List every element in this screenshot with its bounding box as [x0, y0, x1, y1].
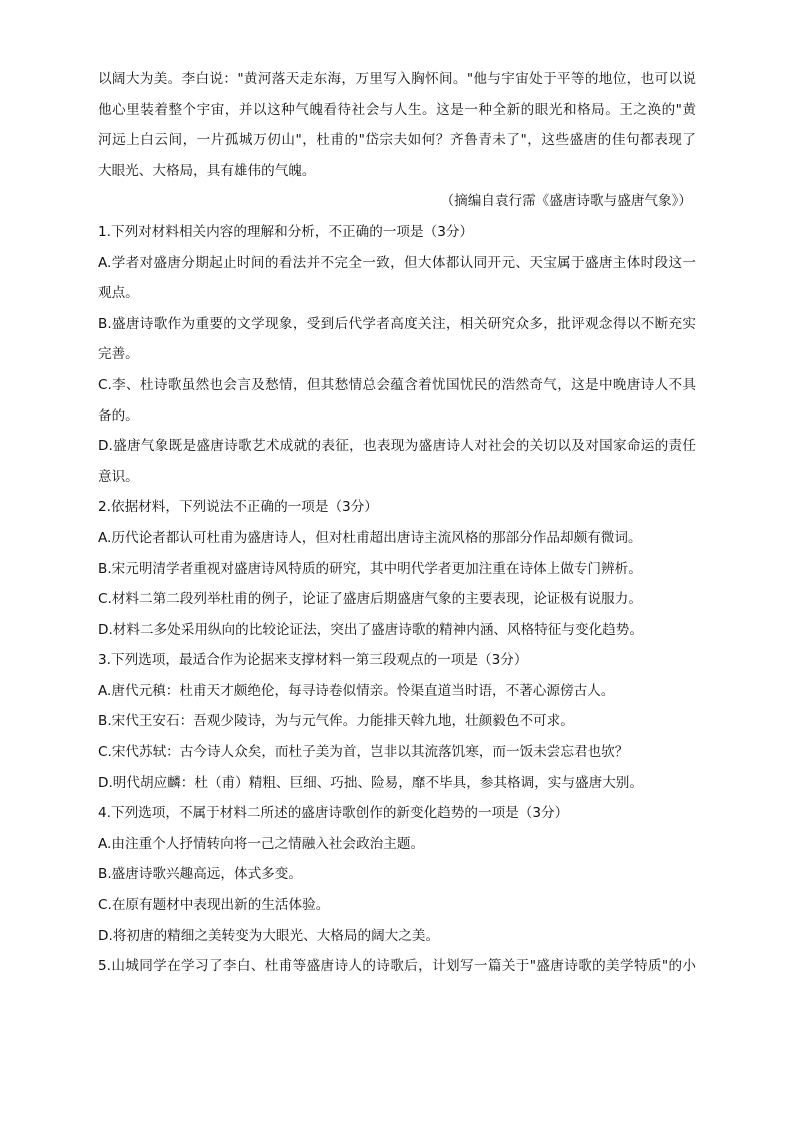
question-1-option-c-cont: 备的。	[98, 407, 139, 424]
text-line: 大眼光、大格局，具有雄伟的气魄。	[98, 162, 316, 179]
question-1-option-a: A.学者对盛唐分期起止时间的看法并不完全一致，但大体都认同开元、天宝属于盛唐主体时段这一	[98, 254, 696, 271]
question-3-option-d: D.明代胡应麟：杜（甫）精粗、巨细、巧拙、险易，靡不毕具，参其格调，实与盛唐大别。	[98, 774, 643, 791]
question-1-stem: 1.下列对材料相关内容的理解和分析，不正确的一项是（3分）	[98, 223, 474, 240]
question-4-option-d: D.将初唐的精细之美转变为大眼光、大格局的阔大之美。	[98, 927, 440, 944]
question-3-option-b: B.宋代王安石：吾观少陵诗，为与元气侔。力能排天斡九地，壮颜毅色不可求。	[98, 713, 574, 730]
question-1-option-c: C.李、杜诗歌虽然也会言及愁情，但其愁情总会蕴含着忧国忧民的浩然奇气，这是中晚唐诗人不具	[98, 376, 696, 393]
text-line: 以阔大为美。李白说："黄河落天走东海，万里写入胸怀间。"他与宇宙处于平等的地位，也可以说	[98, 71, 696, 87]
question-2-option-c: C.材料二第二段列举杜甫的例子，论证了盛唐后期盛唐气象的主要表现，论证极有说服力。	[98, 591, 642, 608]
question-4-option-c: C.在原有题材中表现出新的生活体验。	[98, 897, 330, 914]
question-1-option-d-cont: 意识。	[98, 468, 139, 485]
question-4-option-b: B.盛唐诗歌兴趣高远，体式多变。	[98, 866, 302, 883]
question-3-option-c: C.宋代苏轼：古今诗人众矣，而杜子美为首，岂非以其流落饥寒，而一饭未尝忘君也欤？	[98, 744, 629, 761]
document-page	[98, 64, 696, 982]
source-citation: （摘编自袁行霈《盛唐诗歌与盛唐气象》）	[440, 193, 692, 210]
question-2-option-a: A.历代论者都认可杜甫为盛唐诗人，但对杜甫超出唐诗主流风格的那部分作品却颇有微词。	[98, 529, 642, 546]
question-3-option-a: A.唐代元稹：杜甫天才颇绝伦，每寻诗卷似情亲。怜渠直道当时语，不著心源傍古人。	[98, 682, 615, 699]
question-1-option-b-cont: 完善。	[98, 346, 139, 363]
question-2-option-d: D.材料二多处采用纵向的比较论证法，突出了盛唐诗歌的精神内涵、风格特征与变化趋势。	[98, 621, 643, 638]
question-1-option-a-cont: 观点。	[98, 285, 139, 302]
question-1-option-d: D.盛唐气象既是盛唐诗歌艺术成就的表征，也表现为盛唐诗人对社会的关切以及对国家命运的责任	[98, 438, 696, 455]
question-4-option-a: A.由注重个人抒情转向将一己之情融入社会政治主题。	[98, 835, 425, 852]
question-5-stem: 5.山城同学在学习了李白、杜甫等盛唐诗人的诗歌后，计划写一篇关于"盛唐诗歌的美学特质"的小	[98, 958, 696, 975]
question-1-option-b: B.盛唐诗歌作为重要的文学现象，受到后代学者高度关注，相关研究众多，批评观念得以不断充实	[98, 315, 696, 332]
question-2-stem: 2.依据材料，下列说法不正确的一项是（3分）	[98, 499, 378, 516]
text-line: 河远上白云间，一片孤城万仞山"，杜甫的"岱宗夫如何？齐鲁青未了"，这些盛唐的佳句都表现了	[98, 132, 696, 149]
question-3-stem: 3.下列选项，最适合作为论据来支撑材料一第三段观点的一项是（3分）	[98, 652, 528, 669]
question-2-option-b: B.宋元明清学者重视对盛唐诗风特质的研究，其中明代学者更加注重在诗体上做专门辨析。	[98, 560, 642, 577]
question-4-stem: 4.下列选项，不属于材料二所述的盛唐诗歌创作的新变化趋势的一项是（3分）	[98, 805, 569, 822]
text-line: 他心里装着整个宇宙，并以这种气魄看待社会与人生。这是一种全新的眼光和格局。王之涣的"黄	[98, 101, 696, 118]
